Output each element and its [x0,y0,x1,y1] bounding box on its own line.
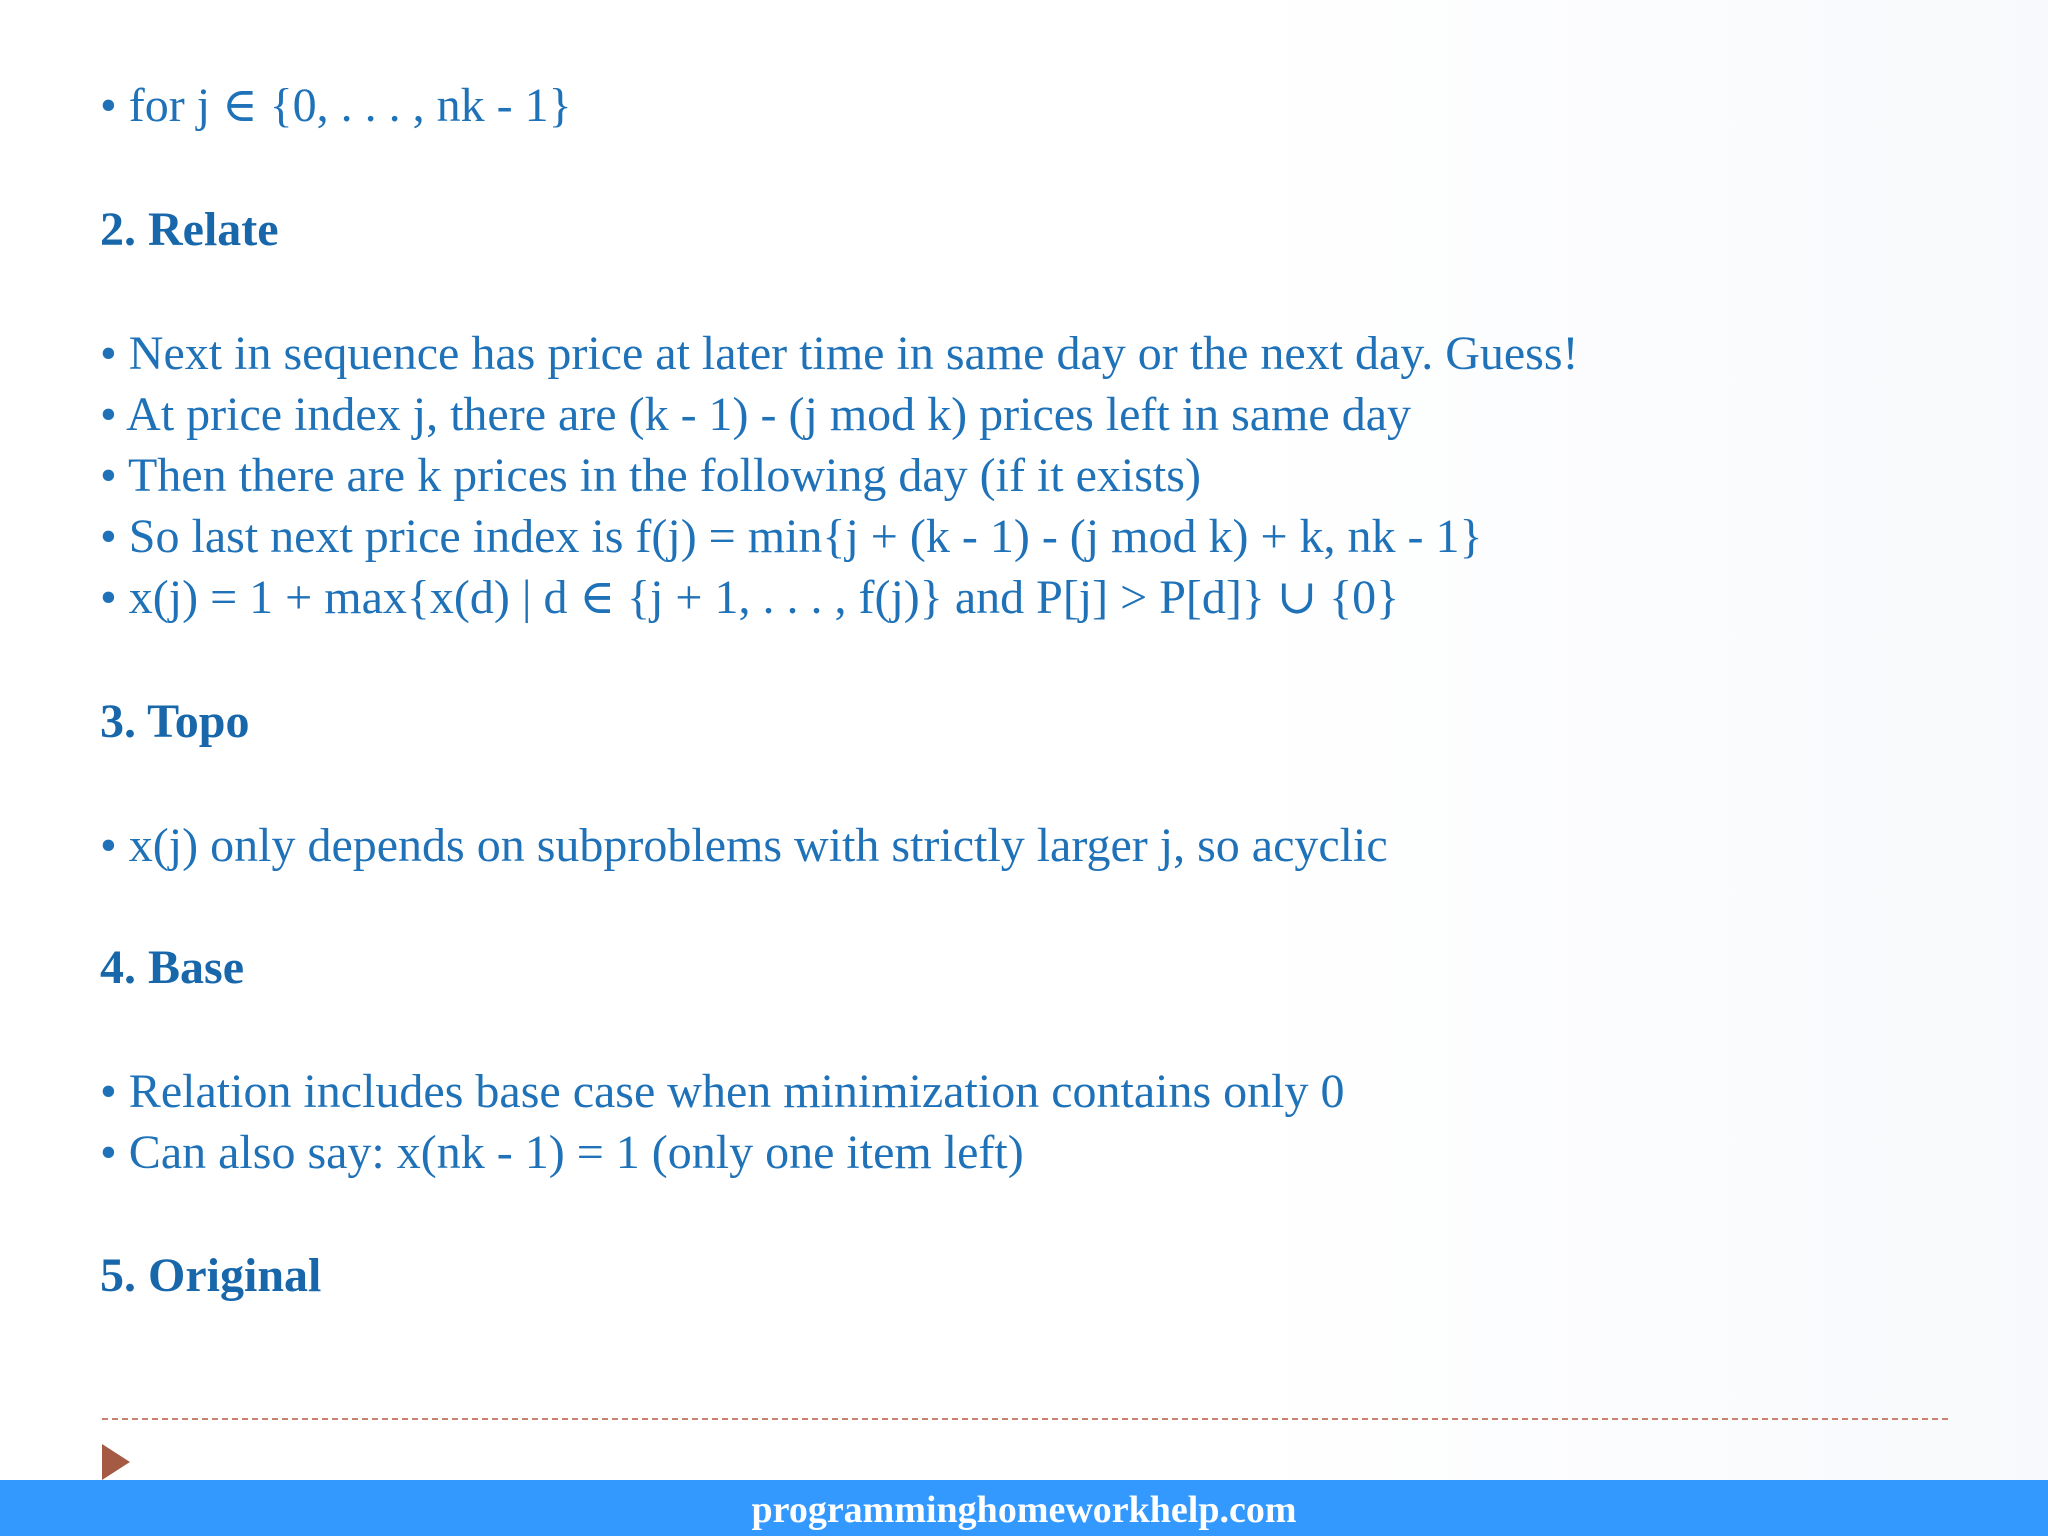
heading-original: 5. Original [100,1249,322,1302]
bullet-base-case: • Relation includes base case when minimization contains only 0 [100,1065,1345,1118]
play-arrow-icon [102,1444,130,1480]
bullet-prices-left: • At price index j, there are (k - 1) - (j mod k) prices left in same day [100,388,1411,441]
bullet-index-range: • for j ∈ {0, . . . , nk - 1} [100,79,572,132]
bullet-acyclic: • x(j) only depends on subproblems with strictly larger j, so acyclic [100,819,1388,872]
bullet-following-day: • Then there are k prices in the following day (if it exists) [100,449,1201,502]
bullet-last-next-index: • So last next price index is f(j) = min{j + (k - 1) - (j mod k) + k, nk - 1} [100,510,1483,563]
footer-site-link[interactable]: programminghomeworkhelp.com [751,1489,1297,1531]
footer-bar [0,1480,2048,1536]
heading-base: 4. Base [100,941,244,994]
bullet-one-item-left: • Can also say: x(nk - 1) = 1 (only one item left) [100,1126,1024,1179]
bullet-next-in-sequence: • Next in sequence has price at later time in same day or the next day. Guess! [100,327,1579,380]
footer-divider [102,1418,1948,1420]
bullet-recurrence: • x(j) = 1 + max{x(d) | d ∈ {j + 1, . . . , f(j)} and P[j] > P[d]} ∪ {0} [100,571,1400,624]
heading-relate: 2. Relate [100,203,279,256]
heading-topo: 3. Topo [100,695,250,748]
